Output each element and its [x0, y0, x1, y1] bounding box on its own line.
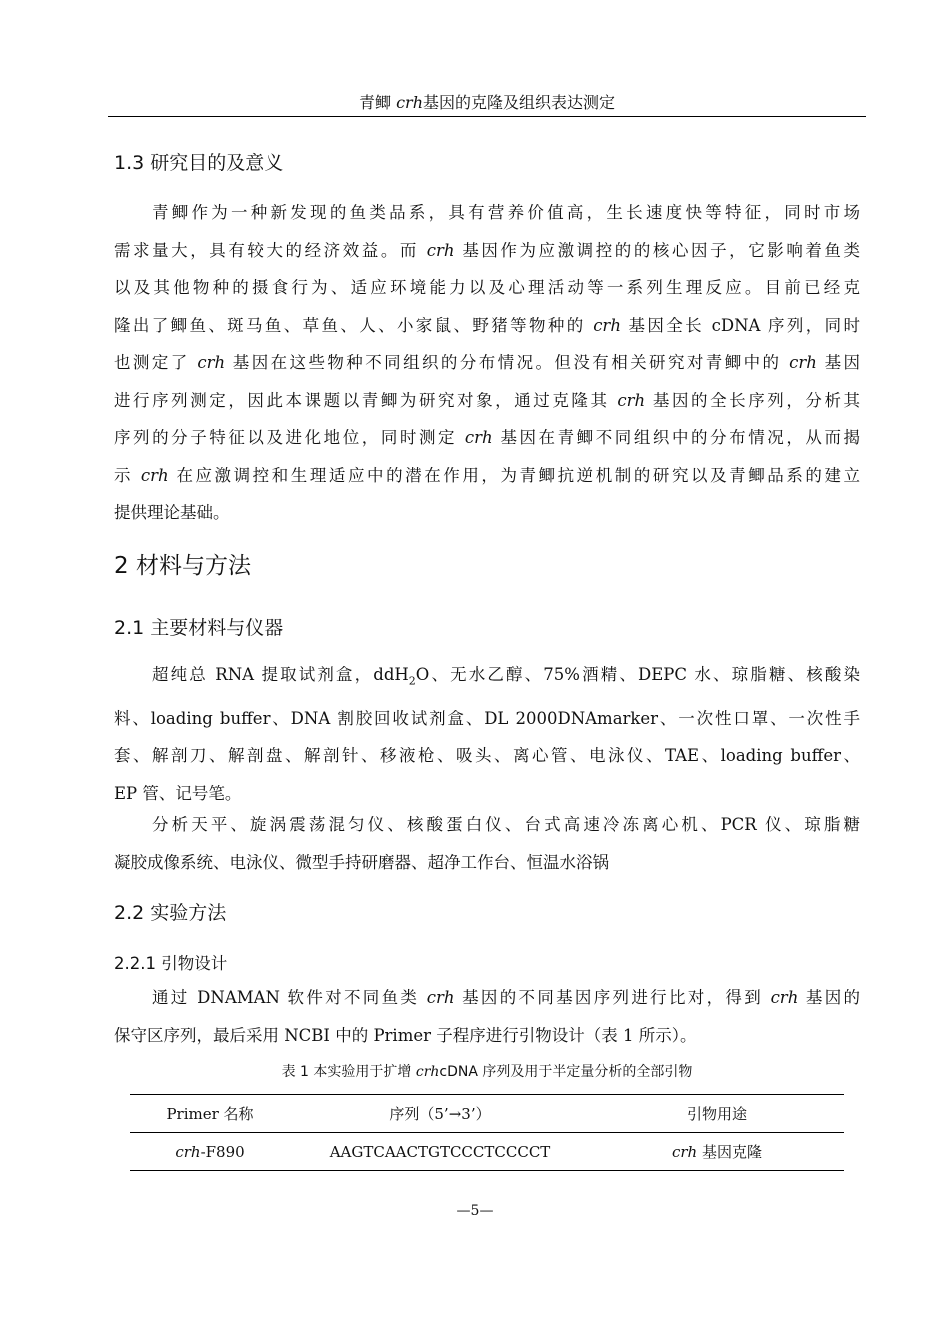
paragraph-line: 也测定了 crh 基因在这些物种不同组织的分布情况。但没有相关研究对青鲫中的 crh 基因	[114, 353, 861, 372]
paragraph-line: 青鲫作为一种新发现的鱼类品系，具有营养价值高，生长速度快等特征，同时市场	[152, 203, 860, 222]
section-2-2-1-heading: 2.2.1 引物设计	[114, 954, 228, 973]
paragraph-line: 需求量大，具有较大的经济效益。而 crh 基因作为应激调控的的核心因子，它影响着鱼类	[114, 240, 860, 260]
paragraph-line: EP 管、记号笔。	[114, 783, 242, 803]
header-text-pre: 青鲫	[358, 93, 397, 112]
paragraph-line: 序列的分子特征以及进化地位，同时测定 crh 基因在青鲫不同组织中的分布情况，从而揭	[114, 428, 861, 447]
column-header: 引物用途	[686, 1105, 747, 1123]
paragraph-line: 料、loading buffer、DNA 割胶回收试剂盒、DL 2000DNAmarker、一次性口罩、一次性手	[114, 708, 860, 728]
paragraph-line: 进行序列测定，因此本课题以青鲫为研究对象，通过克隆其 crh 基因的全长序列，分析其	[114, 390, 861, 410]
paragraph-line: 超纯总 RNA 提取试剂盒，ddH$_2$O、无水乙醇、75%酒精、DEPC 水、琼脂糖、核酸染	[152, 665, 860, 688]
table-header-row	[130, 1095, 844, 1133]
section-1-3-heading: 1.3 研究目的及意义	[114, 152, 284, 174]
paragraph-line: 凝胶成像系统、电泳仪、微型手持研磨器、超净工作台、恒温水浴锅	[114, 852, 609, 872]
column-header: Primer 名称	[166, 1105, 254, 1123]
usage-cell: crh 基因克隆	[671, 1143, 762, 1161]
header-text-post: 基因的克隆及组织表达测定	[423, 93, 616, 112]
primer-table	[130, 1094, 844, 1171]
paragraph-line: 套、解剖刀、解剖盘、解剖针、移液枪、吸头、离心管、电泳仪、TAE、loading buffer、	[114, 746, 860, 766]
page-number: —5—	[456, 1203, 494, 1219]
paragraph-line: 示 crh 在应激调控和生理适应中的潜在作用，为青鲫抗逆机制的研究以及青鲫品系的建立	[114, 465, 861, 485]
paragraph-line: 隆出了鲫鱼、斑马鱼、草鱼、人、小家鼠、野猪等物种的 crh 基因全长 cDNA 序列，同时	[114, 315, 861, 335]
column-header: 序列（5’→3’）	[389, 1105, 491, 1123]
section-2-1-heading: 2.1 主要材料与仪器	[114, 617, 284, 639]
paragraph-line: 分析天平、旋涡震荡混匀仪、核酸蛋白仪、台式高速冷冻离心机、PCR 仪、琼脂糖	[152, 815, 860, 834]
paragraph-research-purpose	[114, 194, 860, 532]
paragraph-line: 保守区序列，最后采用 NCBI 中的 Primer 子程序进行引物设计（表 1 所示）。	[114, 1025, 697, 1045]
table-caption: 表 1 本实验用于扩增 crhcDNA 序列及用于半定量分析的全部引物	[281, 1064, 693, 1080]
header-gene: crh	[396, 93, 423, 112]
paragraph-line: 以及其他物种的摄食行为、适应环境能力以及心理活动等一系列生理反应。目前已经克	[114, 278, 860, 297]
paragraph-line: 通过 DNAMAN 软件对不同鱼类 crh 基因的不同基因序列进行比对，得到 crh 基因的	[152, 988, 860, 1007]
primer-name-cell: crh-F890	[175, 1142, 245, 1161]
sequence-cell: AAGTCAACTGTCCCTCCCCT	[329, 1142, 551, 1161]
paragraph-line: 提供理论基础。	[114, 503, 230, 522]
paragraph-primer-design	[114, 979, 860, 1054]
paragraph-materials	[114, 656, 860, 812]
section-2-2-heading: 2.2 实验方法	[114, 902, 227, 924]
running-header	[108, 90, 866, 117]
paragraph-instruments	[114, 806, 860, 881]
table-row	[130, 1133, 844, 1171]
section-2-heading: 2 材料与方法	[114, 553, 251, 579]
